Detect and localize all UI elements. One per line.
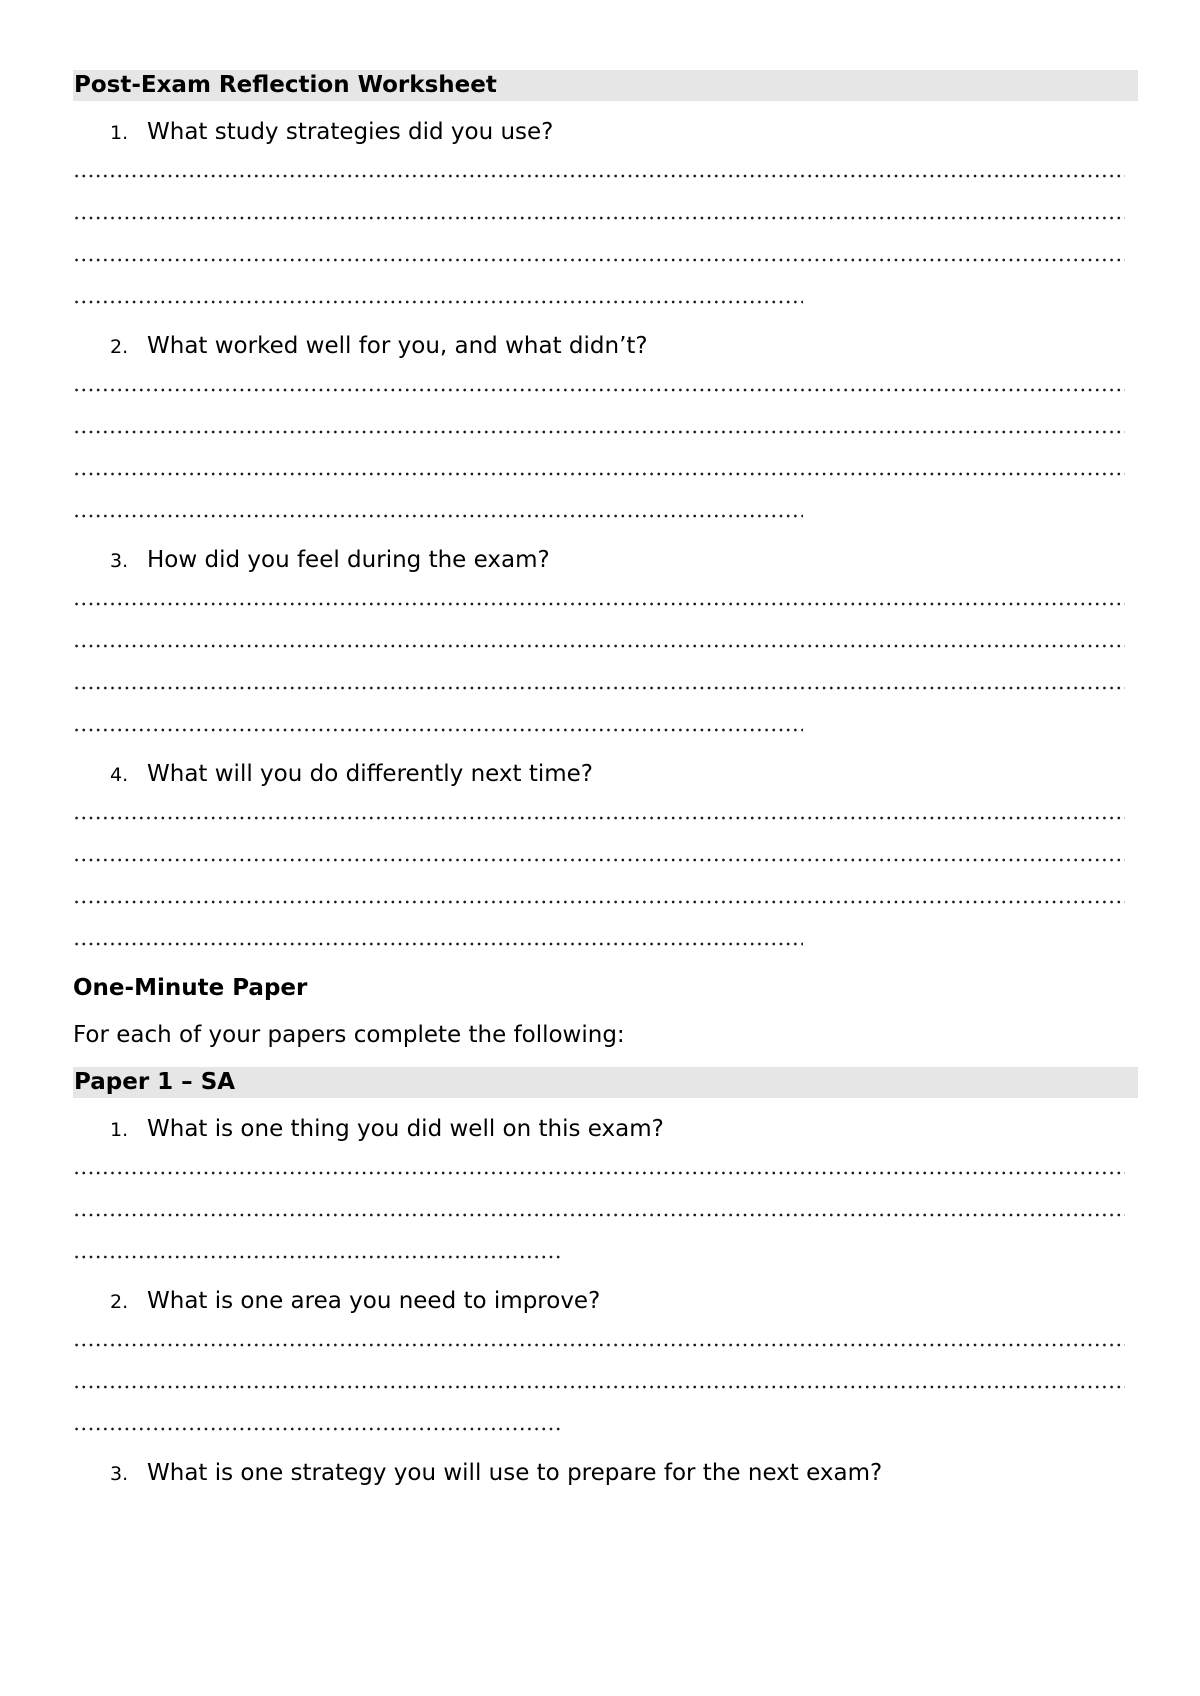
- answer-line[interactable]: [73, 916, 1138, 958]
- answer-line[interactable]: [73, 702, 1138, 744]
- worksheet-question-1: [73, 117, 1138, 148]
- answer-line[interactable]: [73, 1229, 1138, 1271]
- answer-line[interactable]: [73, 576, 1138, 618]
- question-number: 4.: [110, 764, 129, 786]
- question-number: 3.: [110, 1463, 129, 1485]
- worksheet-page: [73, 70, 1138, 1489]
- question-text: What worked well for you, and what didn’t?: [147, 333, 648, 359]
- answer-line[interactable]: [73, 1359, 1138, 1401]
- worksheet-question-3: [73, 545, 1138, 576]
- question-number: 1.: [110, 1119, 129, 1141]
- question-text: What will you do differently next time?: [147, 761, 594, 787]
- question-text: What is one area you need to improve?: [147, 1288, 601, 1314]
- answer-line[interactable]: [73, 618, 1138, 660]
- question-text: What is one strategy you will use to prepare for the next exam?: [147, 1460, 883, 1486]
- answer-line[interactable]: [73, 148, 1138, 190]
- answer-line[interactable]: [73, 1317, 1138, 1359]
- paper-question-3: [73, 1458, 1138, 1489]
- answer-line[interactable]: [73, 1145, 1138, 1187]
- question-number: 2.: [110, 336, 129, 358]
- paper-title: Paper 1 – SA: [73, 1067, 1138, 1098]
- answer-line[interactable]: [73, 790, 1138, 832]
- answer-line[interactable]: [73, 446, 1138, 488]
- answer-line[interactable]: [73, 832, 1138, 874]
- paper-question-2: [73, 1286, 1138, 1317]
- question-number: 3.: [110, 550, 129, 572]
- question-text: How did you feel during the exam?: [147, 547, 550, 573]
- answer-line[interactable]: [73, 404, 1138, 446]
- answer-line[interactable]: [73, 1401, 1138, 1443]
- worksheet-question-2: [73, 331, 1138, 362]
- answer-line[interactable]: [73, 190, 1138, 232]
- answer-line[interactable]: [73, 1187, 1138, 1229]
- answer-line[interactable]: [73, 232, 1138, 274]
- paper-question-1: [73, 1114, 1138, 1145]
- answer-line[interactable]: [73, 874, 1138, 916]
- worksheet-question-4: [73, 759, 1138, 790]
- question-number: 2.: [110, 1291, 129, 1313]
- question-number: 1.: [110, 122, 129, 144]
- question-text: What study strategies did you use?: [147, 119, 554, 145]
- worksheet-title: Post-Exam Reflection Worksheet: [73, 70, 1138, 101]
- one-minute-paper-intro: For each of your papers complete the following:: [73, 1022, 625, 1048]
- answer-line[interactable]: [73, 362, 1138, 404]
- answer-line[interactable]: [73, 660, 1138, 702]
- question-text: What is one thing you did well on this exam?: [147, 1116, 664, 1142]
- one-minute-paper-heading: One-Minute Paper: [73, 975, 308, 1001]
- answer-line[interactable]: [73, 488, 1138, 530]
- answer-line[interactable]: [73, 274, 1138, 316]
